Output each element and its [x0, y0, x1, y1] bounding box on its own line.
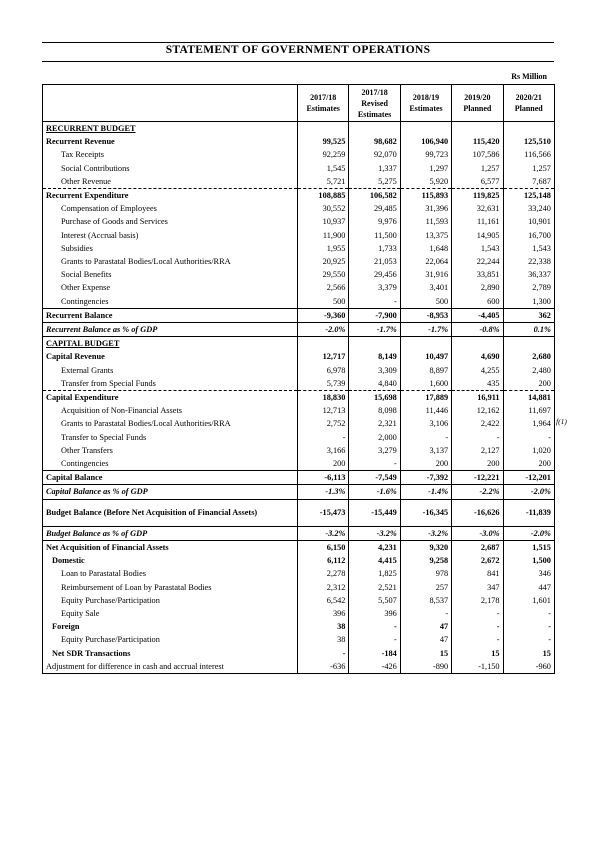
row-value: 500 — [298, 295, 349, 309]
row-value: - — [503, 633, 554, 646]
row-value: 6,112 — [298, 554, 349, 567]
row-value: 347 — [452, 581, 503, 594]
table-row — [43, 308, 555, 322]
row-label: Reimbursement of Loan by Parastatal Bodies — [43, 581, 298, 594]
row-value: -12,221 — [452, 471, 503, 485]
row-value: 20,925 — [298, 255, 349, 268]
row-value: 1,300 — [503, 295, 554, 309]
row-value: 5,721 — [298, 175, 349, 189]
row-value: -3.2% — [298, 526, 349, 540]
row-value: - — [503, 431, 554, 444]
row-value: 32,631 — [452, 202, 503, 215]
row-value: - — [298, 431, 349, 444]
row-label: Subsidies — [43, 242, 298, 255]
row-value: 4,690 — [452, 350, 503, 363]
row-value: 1,648 — [400, 242, 451, 255]
row-value: 2,312 — [298, 581, 349, 594]
row-value: - — [298, 647, 349, 660]
row-value: 500 — [400, 295, 451, 309]
row-label: Purchase of Goods and Services — [43, 215, 298, 228]
table-row — [43, 268, 555, 281]
row-value: 30,552 — [298, 202, 349, 215]
table-row — [43, 229, 555, 242]
row-value: 8,098 — [349, 404, 400, 417]
table-row — [43, 607, 555, 620]
row-value: 6,542 — [298, 594, 349, 607]
row-label: Compensation of Employees — [43, 202, 298, 215]
row-value: 3,106 — [400, 417, 451, 430]
row-value: -184 — [349, 647, 400, 660]
row-value: 3,166 — [298, 444, 349, 457]
row-value: -890 — [400, 660, 451, 674]
row-value: 3,279 — [349, 444, 400, 457]
row-value: 2,521 — [349, 581, 400, 594]
row-value: 9,320 — [400, 540, 451, 554]
row-value — [298, 337, 349, 351]
table-row — [43, 202, 555, 215]
row-value: -11,839 — [503, 499, 554, 526]
row-value: 1,601 — [503, 594, 554, 607]
row-value: 15 — [452, 647, 503, 660]
table-row — [43, 175, 555, 189]
row-label: Contingencies — [43, 295, 298, 309]
row-value: 1,600 — [400, 377, 451, 391]
row-value — [349, 122, 400, 136]
row-value: 9,258 — [400, 554, 451, 567]
row-value: 11,446 — [400, 404, 451, 417]
row-label: External Grants — [43, 364, 298, 377]
row-label: Other Revenue — [43, 175, 298, 189]
row-value: 1,020 — [503, 444, 554, 457]
row-value: 2,789 — [503, 281, 554, 294]
row-value: 15 — [503, 647, 554, 660]
table-row — [43, 404, 555, 417]
row-value: 125,510 — [503, 135, 554, 148]
row-value: 4,231 — [349, 540, 400, 554]
row-value: -426 — [349, 660, 400, 674]
title-rule — [42, 61, 554, 62]
table-row — [43, 148, 555, 161]
row-value: 2,278 — [298, 567, 349, 580]
row-value: 2,672 — [452, 554, 503, 567]
row-label: Interest (Accrual basis) — [43, 229, 298, 242]
row-label: Grants to Parastatal Bodies/Local Authorities/RRA — [43, 417, 298, 430]
row-value: 4,415 — [349, 554, 400, 567]
row-value: 22,244 — [452, 255, 503, 268]
row-label: Equity Purchase/Participation — [43, 594, 298, 607]
row-label: Domestic — [43, 554, 298, 567]
row-value: 18,830 — [298, 391, 349, 405]
row-value: -8,953 — [400, 308, 451, 322]
row-value: 99,723 — [400, 148, 451, 161]
row-value: 5,920 — [400, 175, 451, 189]
row-value: 13,375 — [400, 229, 451, 242]
row-value: 2,752 — [298, 417, 349, 430]
row-value: -2.0% — [298, 323, 349, 337]
row-value: - — [400, 431, 451, 444]
table-row — [43, 457, 555, 471]
row-value: -15,449 — [349, 499, 400, 526]
table-row — [43, 323, 555, 337]
page-title: STATEMENT OF GOVERNMENT OPERATIONS — [165, 44, 431, 56]
row-label: Transfer to Special Funds — [43, 431, 298, 444]
table-row — [43, 295, 555, 309]
table-row — [43, 189, 555, 203]
row-value: 116,566 — [503, 148, 554, 161]
row-value: 10,497 — [400, 350, 451, 363]
table-row — [43, 377, 555, 391]
row-value: 108,885 — [298, 189, 349, 203]
row-value: 1,543 — [503, 242, 554, 255]
top-rule — [42, 42, 554, 43]
row-value: -3.2% — [349, 526, 400, 540]
row-value: 1,297 — [400, 162, 451, 175]
row-value: 11,500 — [349, 229, 400, 242]
row-value: 16,911 — [452, 391, 503, 405]
row-value: -0.8% — [452, 323, 503, 337]
row-value: 115,420 — [452, 135, 503, 148]
table-row — [43, 554, 555, 567]
row-value: 106,582 — [349, 189, 400, 203]
row-value: 5,739 — [298, 377, 349, 391]
row-value: 33,240 — [503, 202, 554, 215]
table-row — [43, 471, 555, 485]
row-value: -16,626 — [452, 499, 503, 526]
row-value: 15,698 — [349, 391, 400, 405]
row-value: 99,525 — [298, 135, 349, 148]
row-value — [503, 337, 554, 351]
row-value: 115,893 — [400, 189, 451, 203]
row-value: -4,405 — [452, 308, 503, 322]
row-value — [400, 122, 451, 136]
column-header: 2020/21 Planned — [503, 85, 554, 122]
row-value: -15,473 — [298, 499, 349, 526]
row-value: 9,976 — [349, 215, 400, 228]
row-value: 7,687 — [503, 175, 554, 189]
table-row — [43, 540, 555, 554]
row-value: 21,053 — [349, 255, 400, 268]
row-value: 2,566 — [298, 281, 349, 294]
row-label: RECURRENT BUDGET — [43, 122, 298, 136]
table-row — [43, 391, 555, 405]
row-value: 1,733 — [349, 242, 400, 255]
table-row — [43, 281, 555, 294]
table-body — [43, 122, 555, 674]
row-value: 125,148 — [503, 189, 554, 203]
row-value: 31,396 — [400, 202, 451, 215]
row-label: Other Transfers — [43, 444, 298, 457]
row-value: 0.1% — [503, 323, 554, 337]
row-value: 200 — [503, 457, 554, 471]
row-label: Net SDR Transactions — [43, 647, 298, 660]
row-value: 12,162 — [452, 404, 503, 417]
row-value: 47 — [400, 633, 451, 646]
row-value: - — [349, 295, 400, 309]
table-row — [43, 485, 555, 499]
row-value: 14,881 — [503, 391, 554, 405]
row-value: -12,201 — [503, 471, 554, 485]
row-value: 1,500 — [503, 554, 554, 567]
row-value: 38 — [298, 620, 349, 633]
row-value: 22,064 — [400, 255, 451, 268]
row-value: - — [503, 620, 554, 633]
row-value: -960 — [503, 660, 554, 674]
row-value: 36,337 — [503, 268, 554, 281]
row-value: - — [503, 607, 554, 620]
row-value: 435 — [452, 377, 503, 391]
row-value: 29,456 — [349, 268, 400, 281]
row-value: 2,890 — [452, 281, 503, 294]
row-value: 2,000 — [349, 431, 400, 444]
row-value: 2,321 — [349, 417, 400, 430]
row-value: 22,338 — [503, 255, 554, 268]
row-value: -7,549 — [349, 471, 400, 485]
row-value: 396 — [349, 607, 400, 620]
row-value: 10,901 — [503, 215, 554, 228]
row-value: 1,515 — [503, 540, 554, 554]
column-header: 2017/18 Revised Estimates — [349, 85, 400, 122]
row-value: -3.2% — [400, 526, 451, 540]
row-value: -1,150 — [452, 660, 503, 674]
row-label: Recurrent Balance as % of GDP — [43, 323, 298, 337]
table-row — [43, 135, 555, 148]
table-row — [43, 620, 555, 633]
row-value: -16,345 — [400, 499, 451, 526]
row-label: Contingencies — [43, 457, 298, 471]
row-value: 2,127 — [452, 444, 503, 457]
row-label: CAPITAL BUDGET — [43, 337, 298, 351]
row-value: - — [452, 431, 503, 444]
row-value: 200 — [298, 457, 349, 471]
row-value: -636 — [298, 660, 349, 674]
row-value: -3.0% — [452, 526, 503, 540]
row-value: -1.6% — [349, 485, 400, 499]
table-row — [43, 215, 555, 228]
row-value: 119,825 — [452, 189, 503, 203]
table-row — [43, 567, 555, 580]
side-note: f(1) — [556, 417, 567, 426]
row-label: Loan to Parastatal Bodies — [43, 567, 298, 580]
row-value: -7,900 — [349, 308, 400, 322]
table-row — [43, 633, 555, 646]
table-row — [43, 499, 555, 526]
row-label: Budget Balance (Before Net Acquisition of Financial Assets) — [43, 499, 298, 526]
column-header: 2018/19 Estimates — [400, 85, 451, 122]
row-value: 396 — [298, 607, 349, 620]
table-row — [43, 350, 555, 363]
row-label: Foreign — [43, 620, 298, 633]
row-value: 2,178 — [452, 594, 503, 607]
row-value: 8,897 — [400, 364, 451, 377]
unit-label: Rs Million — [511, 72, 547, 81]
table-row — [43, 255, 555, 268]
government-operations-table — [42, 84, 555, 674]
row-value: 257 — [400, 581, 451, 594]
row-value: 4,255 — [452, 364, 503, 377]
row-value: 2,480 — [503, 364, 554, 377]
row-value: 6,978 — [298, 364, 349, 377]
row-value: 15 — [400, 647, 451, 660]
row-value: 3,309 — [349, 364, 400, 377]
row-value: 6,577 — [452, 175, 503, 189]
row-value: 3,401 — [400, 281, 451, 294]
row-value: 14,905 — [452, 229, 503, 242]
row-value: 12,713 — [298, 404, 349, 417]
row-value: 1,543 — [452, 242, 503, 255]
column-header: 2019/20 Planned — [452, 85, 503, 122]
row-value: -6,113 — [298, 471, 349, 485]
row-value: 107,586 — [452, 148, 503, 161]
row-label: Capital Revenue — [43, 350, 298, 363]
row-label: Transfer from Special Funds — [43, 377, 298, 391]
row-value: -2.0% — [503, 526, 554, 540]
column-header: 2017/18 Estimates — [298, 85, 349, 122]
row-label: Capital Balance — [43, 471, 298, 485]
table-row — [43, 162, 555, 175]
row-value: 5,275 — [349, 175, 400, 189]
row-value: 1,964 — [503, 417, 554, 430]
table-row — [43, 337, 555, 351]
row-value: 1,337 — [349, 162, 400, 175]
row-label: Equity Sale — [43, 607, 298, 620]
row-value: 4,840 — [349, 377, 400, 391]
row-value: 3,379 — [349, 281, 400, 294]
row-value: 200 — [452, 457, 503, 471]
row-value: 98,682 — [349, 135, 400, 148]
row-value: - — [452, 607, 503, 620]
row-value: 29,485 — [349, 202, 400, 215]
row-value: 200 — [400, 457, 451, 471]
row-label: Net Acquisition of Financial Assets — [43, 540, 298, 554]
table-row — [43, 431, 555, 444]
table-row — [43, 594, 555, 607]
table-row — [43, 417, 555, 430]
row-value: 11,697 — [503, 404, 554, 417]
row-value: -1.3% — [298, 485, 349, 499]
row-value: 17,889 — [400, 391, 451, 405]
table-row — [43, 364, 555, 377]
row-value: - — [452, 633, 503, 646]
row-value: 33,851 — [452, 268, 503, 281]
row-value: -2.0% — [503, 485, 554, 499]
row-value: 200 — [503, 377, 554, 391]
row-label: Other Expense — [43, 281, 298, 294]
row-value — [400, 337, 451, 351]
row-value: - — [349, 620, 400, 633]
row-value: 92,070 — [349, 148, 400, 161]
table-row — [43, 122, 555, 136]
row-value: 92,259 — [298, 148, 349, 161]
row-value: 16,700 — [503, 229, 554, 242]
row-value: - — [400, 607, 451, 620]
row-value: -7,392 — [400, 471, 451, 485]
row-value: 2,687 — [452, 540, 503, 554]
row-value: 6,150 — [298, 540, 349, 554]
row-value: 38 — [298, 633, 349, 646]
row-value: -1.4% — [400, 485, 451, 499]
table-row — [43, 444, 555, 457]
row-value — [452, 337, 503, 351]
row-value: 47 — [400, 620, 451, 633]
row-value: 841 — [452, 567, 503, 580]
row-label: Equity Purchase/Participation — [43, 633, 298, 646]
row-value: 31,916 — [400, 268, 451, 281]
row-label: Budget Balance as % of GDP — [43, 526, 298, 540]
row-label: Social Benefits — [43, 268, 298, 281]
row-label: Capital Balance as % of GDP — [43, 485, 298, 499]
row-value: - — [349, 457, 400, 471]
row-value: 5,507 — [349, 594, 400, 607]
header-row — [43, 85, 555, 122]
row-value: -9,360 — [298, 308, 349, 322]
row-value: 2,422 — [452, 417, 503, 430]
table-row — [43, 242, 555, 255]
row-label: Recurrent Expenditure — [43, 189, 298, 203]
row-value: 11,900 — [298, 229, 349, 242]
row-value: 8,149 — [349, 350, 400, 363]
row-value: - — [349, 633, 400, 646]
row-value: -1.7% — [349, 323, 400, 337]
row-label: Recurrent Balance — [43, 308, 298, 322]
row-value: 447 — [503, 581, 554, 594]
row-value: 1,545 — [298, 162, 349, 175]
table-row — [43, 647, 555, 660]
row-value — [452, 122, 503, 136]
row-value: 2,680 — [503, 350, 554, 363]
row-value: 106,940 — [400, 135, 451, 148]
row-value: 3,137 — [400, 444, 451, 457]
row-value: 11,161 — [452, 215, 503, 228]
table-row — [43, 526, 555, 540]
row-value: - — [452, 620, 503, 633]
row-value: 12,717 — [298, 350, 349, 363]
row-label: Adjustment for difference in cash and accrual interest — [43, 660, 298, 674]
row-value: 1,955 — [298, 242, 349, 255]
table-row — [43, 581, 555, 594]
row-value: 1,257 — [503, 162, 554, 175]
row-value: 1,825 — [349, 567, 400, 580]
row-value — [503, 122, 554, 136]
header-label-cell — [43, 85, 298, 122]
row-label: Acquisition of Non-Financial Assets — [43, 404, 298, 417]
row-value: 362 — [503, 308, 554, 322]
row-label: Grants to Parastatal Bodies/Local Authorities/RRA — [43, 255, 298, 268]
row-label: Social Contributions — [43, 162, 298, 175]
row-value: 10,937 — [298, 215, 349, 228]
row-value: 1,257 — [452, 162, 503, 175]
row-value: 346 — [503, 567, 554, 580]
row-value: 8,537 — [400, 594, 451, 607]
row-label: Tax Receipts — [43, 148, 298, 161]
row-value: 600 — [452, 295, 503, 309]
table-row — [43, 660, 555, 674]
row-value — [349, 337, 400, 351]
row-value: 978 — [400, 567, 451, 580]
row-value: -2.2% — [452, 485, 503, 499]
row-value — [298, 122, 349, 136]
row-value: 11,593 — [400, 215, 451, 228]
row-value: -1.7% — [400, 323, 451, 337]
row-label: Recurrent Revenue — [43, 135, 298, 148]
row-label: Capital Expenditure — [43, 391, 298, 405]
row-value: 29,550 — [298, 268, 349, 281]
